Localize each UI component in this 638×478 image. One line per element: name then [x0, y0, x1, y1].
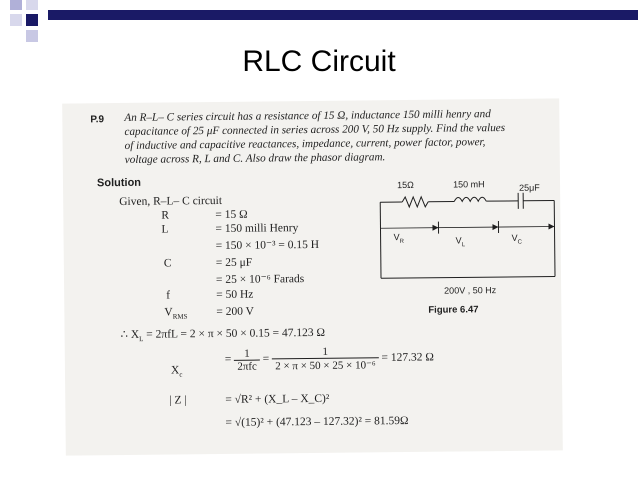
given-symbol: $V_{RMS}$ [164, 306, 188, 321]
textbook-photo [62, 98, 563, 455]
given-symbol: R [161, 209, 170, 222]
given-value: = 50 Hz [216, 288, 254, 302]
given-value: = 200 V [216, 305, 255, 319]
given-symbol: L [161, 223, 169, 236]
xc-symbol: $X_c$ [170, 364, 183, 379]
z-equation: = √R² + (X_L – X_C)² [225, 392, 330, 406]
problem-number: P.9 [90, 114, 105, 126]
problem-line: voltage across R, L and C. Also draw the phasor diagram. [124, 151, 386, 166]
header-bar [48, 10, 638, 20]
given-symbol: f [166, 289, 171, 302]
given-value: = 15 Ω [215, 208, 248, 222]
given-value: = 150 milli Henry [215, 222, 299, 236]
decor-square [26, 0, 38, 10]
vc-label: $V_C$ [511, 232, 523, 246]
decor-square [26, 14, 38, 26]
solution-heading: Solution [96, 176, 142, 190]
problem-line: capacitance of 25 μF connected in series across 200 V, 50 Hz supply. Find the values [124, 121, 506, 138]
decor-square [26, 30, 38, 42]
figure-caption: Figure 6.47 [428, 304, 479, 316]
given-value: = 25 × 10⁻⁶ Farads [215, 273, 305, 287]
vl-label: $V_L$ [455, 235, 466, 249]
resistor-label: 15Ω [396, 179, 414, 191]
decor-square [10, 14, 22, 26]
xl-equation: ∴ $X_L = 2\pi fL = 2 \times \pi \times 50 \times 0.15 = 47.123$ Ω [120, 326, 326, 344]
xc-fraction: $\frac{1}{\text{2πfc}}$ [234, 347, 260, 372]
capacitor-label: 25μF [519, 182, 540, 193]
xc-equation: = $\frac{1}{\text{2πfc}}$ = $\frac{1}{\text{2 × π × 50 × 25 × 10⁻⁶}}$ = 127.32 Ω [224, 345, 434, 373]
given-value: = 25 μF [215, 256, 253, 270]
given-symbol: C [163, 257, 172, 270]
z-equation: = √(15)² + (47.123 – 127.32)² = 81.59Ω [225, 415, 409, 429]
decor-square [10, 0, 22, 10]
given-line: Given, R–L– C circuit [119, 194, 223, 209]
z-symbol: | Z | [169, 394, 187, 407]
problem-line: of inductive and capacitive reactances, impedance, current, power factor, power, [124, 136, 486, 152]
inductor-label: 150 mH [452, 179, 485, 190]
problem-line: An R–L– C series circuit has a resistance of 15 Ω, inductance 150 milli henry and [124, 108, 491, 124]
slide-title: RLC Circuit [242, 45, 396, 78]
given-value: = 150 × 10⁻³ = 0.15 H [215, 238, 320, 253]
xc-fraction: $\frac{1}{\text{2 × π × 50 × 25 × 10⁻⁶}}$ [272, 345, 379, 372]
vr-label: $V_R$ [393, 232, 405, 245]
source-label: 200V , 50 Hz [444, 285, 497, 296]
